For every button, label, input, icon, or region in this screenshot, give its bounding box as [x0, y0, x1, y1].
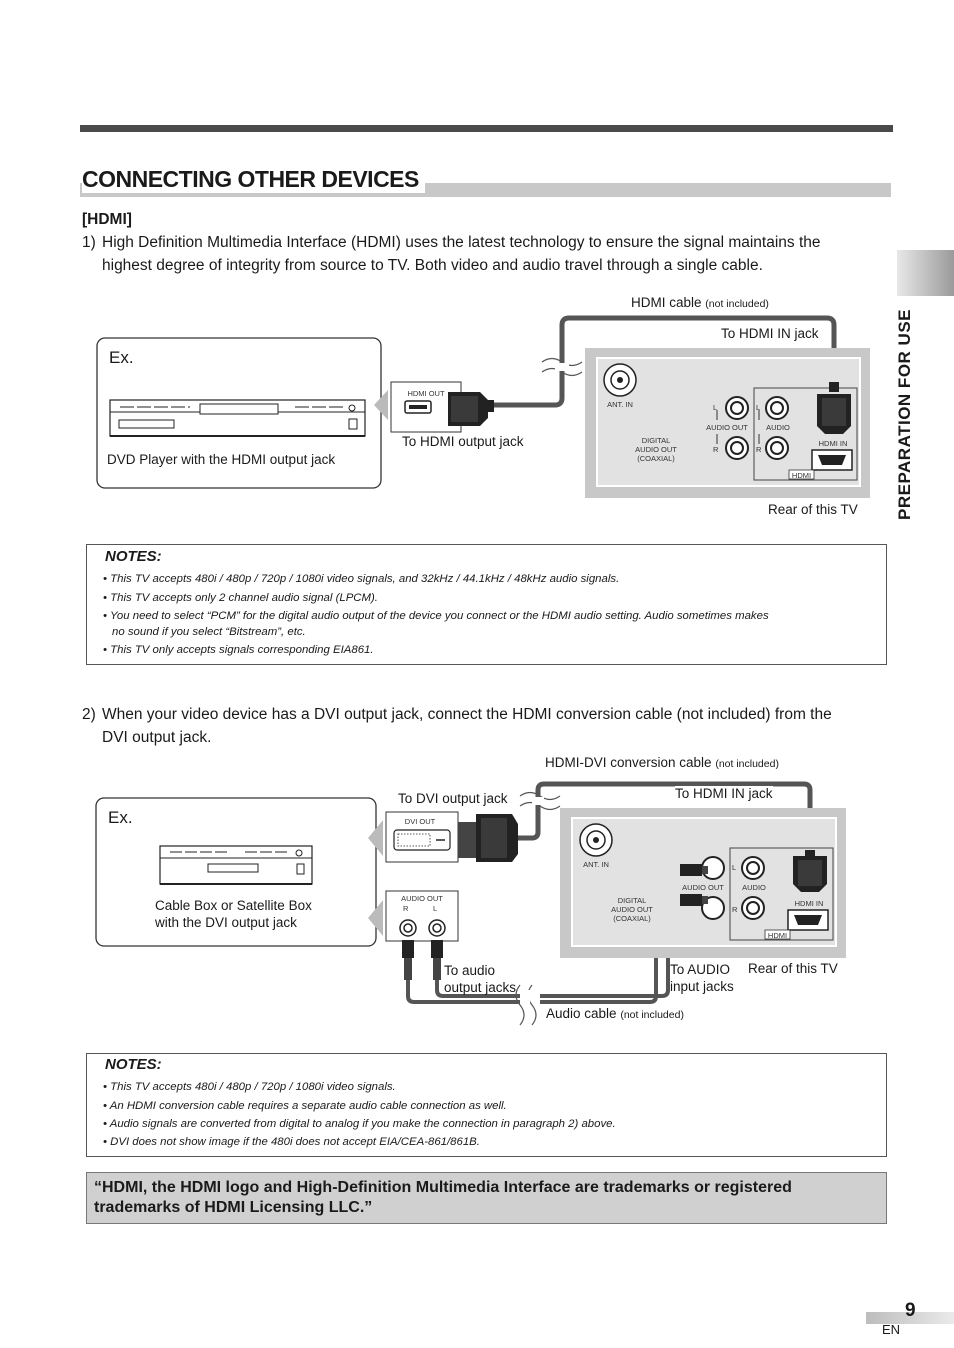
item1-line1: High Definition Multimedia Interface (HDMI) uses the latest technology to ensure the signal maintains the: [102, 234, 821, 251]
notes-title-2: NOTES:: [105, 1056, 162, 1073]
ex-label-2: Ex.: [108, 808, 133, 827]
audio-r-label: R: [403, 904, 409, 913]
cable-box-label: Cable Box or Satellite Box with the DVI output jack: [155, 898, 312, 930]
hdmi-cable-label: [631, 295, 769, 310]
hdmi-badge-1: HDMI: [791, 471, 812, 480]
audio-l-label: L: [433, 904, 438, 913]
hdmi-dvi-cable-note: (not included): [715, 758, 779, 770]
to-dvi-output-label: To DVI output jack: [398, 791, 508, 806]
page-number: 9: [905, 1300, 916, 1321]
digital-audio-out-label-1: DIGITAL AUDIO OUT (COAXIAL): [635, 436, 677, 463]
r-label-1a: R: [713, 445, 719, 454]
ant-in-label-1: ANT. IN: [607, 400, 633, 409]
audio-cable-label: [546, 1006, 684, 1021]
audio-cable-text: Audio cable: [546, 1006, 617, 1021]
item1-number: 1): [82, 234, 96, 251]
to-audio-output-label: To audio output jacks: [444, 963, 517, 995]
hdmi-badge-2: HDMI: [767, 931, 788, 940]
audio-out-device-label: AUDIO OUT: [401, 894, 443, 903]
note-2-2: • An HDMI conversion cable requires a separate audio cable connection as well.: [103, 1100, 507, 1112]
hdmi-dvi-cable-text: HDMI-DVI conversion cable: [545, 755, 712, 770]
ex-label-1: Ex.: [109, 348, 134, 367]
language-label: EN: [882, 1322, 901, 1337]
rear-tv-label-2: Rear of this TV: [748, 961, 838, 976]
note-2-3: • Audio signals are converted from digital to analog if you make the connection in paragraph 2) above.: [103, 1118, 616, 1130]
hdmi-out-label: HDMI OUT: [407, 389, 445, 398]
tv-audio-label-2: AUDIO: [742, 883, 766, 892]
item2-line1: When your video device has a DVI output jack, connect the HDMI conversion cable (not included) from the: [102, 706, 832, 723]
l-label-2: L: [732, 863, 737, 872]
notes-title-1: NOTES:: [105, 548, 162, 565]
r-label-1b: R: [756, 445, 762, 454]
note-2-1: • This TV accepts 480i / 480p / 720p / 1080i video signals.: [103, 1081, 396, 1093]
dvd-device-label: DVD Player with the HDMI output jack: [107, 452, 336, 467]
tv-audio-out-label-2: AUDIO OUT: [682, 883, 724, 892]
item2-number: 2): [82, 706, 96, 723]
to-audio-input-label: To AUDIO input jacks: [670, 962, 734, 994]
hdmi-heading: [HDMI]: [82, 211, 132, 228]
item1-line2: highest degree of integrity from source to TV. Both video and audio travel through a single cable.: [102, 257, 763, 274]
tv-audio-label-1: AUDIO: [766, 423, 790, 432]
l-label-1b: L: [756, 403, 761, 412]
side-tab-label: PREPARATION FOR USE: [895, 309, 914, 520]
trademark-text: “HDMI, the HDMI logo and High-Definition Multimedia Interface are trademarks or registered trademarks of HDMI Licensing LLC.”: [94, 1179, 792, 1216]
l-label-1a: L: [713, 403, 718, 412]
hdmi-cable-text: HDMI cable: [631, 295, 702, 310]
note-1-3: • You need to select “PCM” for the digital audio output of the device you connect or the HDMI audio setting. Audio sometimes makes: [103, 610, 769, 622]
audio-out-label-1: AUDIO OUT: [706, 423, 748, 432]
note-1-3b: no sound if you select “Bitstream”, etc.: [112, 626, 306, 638]
to-hdmi-output-label: To HDMI output jack: [402, 434, 524, 449]
dvi-out-label: DVI OUT: [404, 817, 436, 826]
hdmi-dvi-cable-label: [545, 755, 779, 770]
note-1-4: • This TV only accepts signals corresponding EIA861.: [103, 644, 374, 656]
rear-tv-label-1: Rear of this TV: [768, 502, 858, 517]
hdmi-in-label-2: HDMI IN: [794, 899, 824, 908]
note-2-4: • DVI does not show image if the 480i does not accept EIA/CEA-861/861B.: [103, 1136, 480, 1148]
to-hdmi-in-label-2: To HDMI IN jack: [675, 786, 773, 801]
ant-in-label-2: ANT. IN: [583, 860, 609, 869]
item2-line2: DVI output jack.: [102, 729, 212, 746]
to-hdmi-in-label: To HDMI IN jack: [721, 326, 819, 341]
r-label-2: R: [732, 905, 738, 914]
note-1-1: • This TV accepts 480i / 480p / 720p / 1080i video signals, and 32kHz / 44.1kHz / 48kHz audio signals.: [103, 573, 620, 585]
audio-cable-note: (not included): [620, 1009, 684, 1021]
page-title: CONNECTING OTHER DEVICES: [82, 166, 425, 193]
hdmi-in-label-1: HDMI IN: [818, 439, 848, 448]
hdmi-cable-note: (not included): [705, 298, 769, 310]
digital-audio-out-label-2: DIGITAL AUDIO OUT (COAXIAL): [611, 896, 653, 923]
note-1-2: • This TV accepts only 2 channel audio signal (LPCM).: [103, 592, 378, 604]
